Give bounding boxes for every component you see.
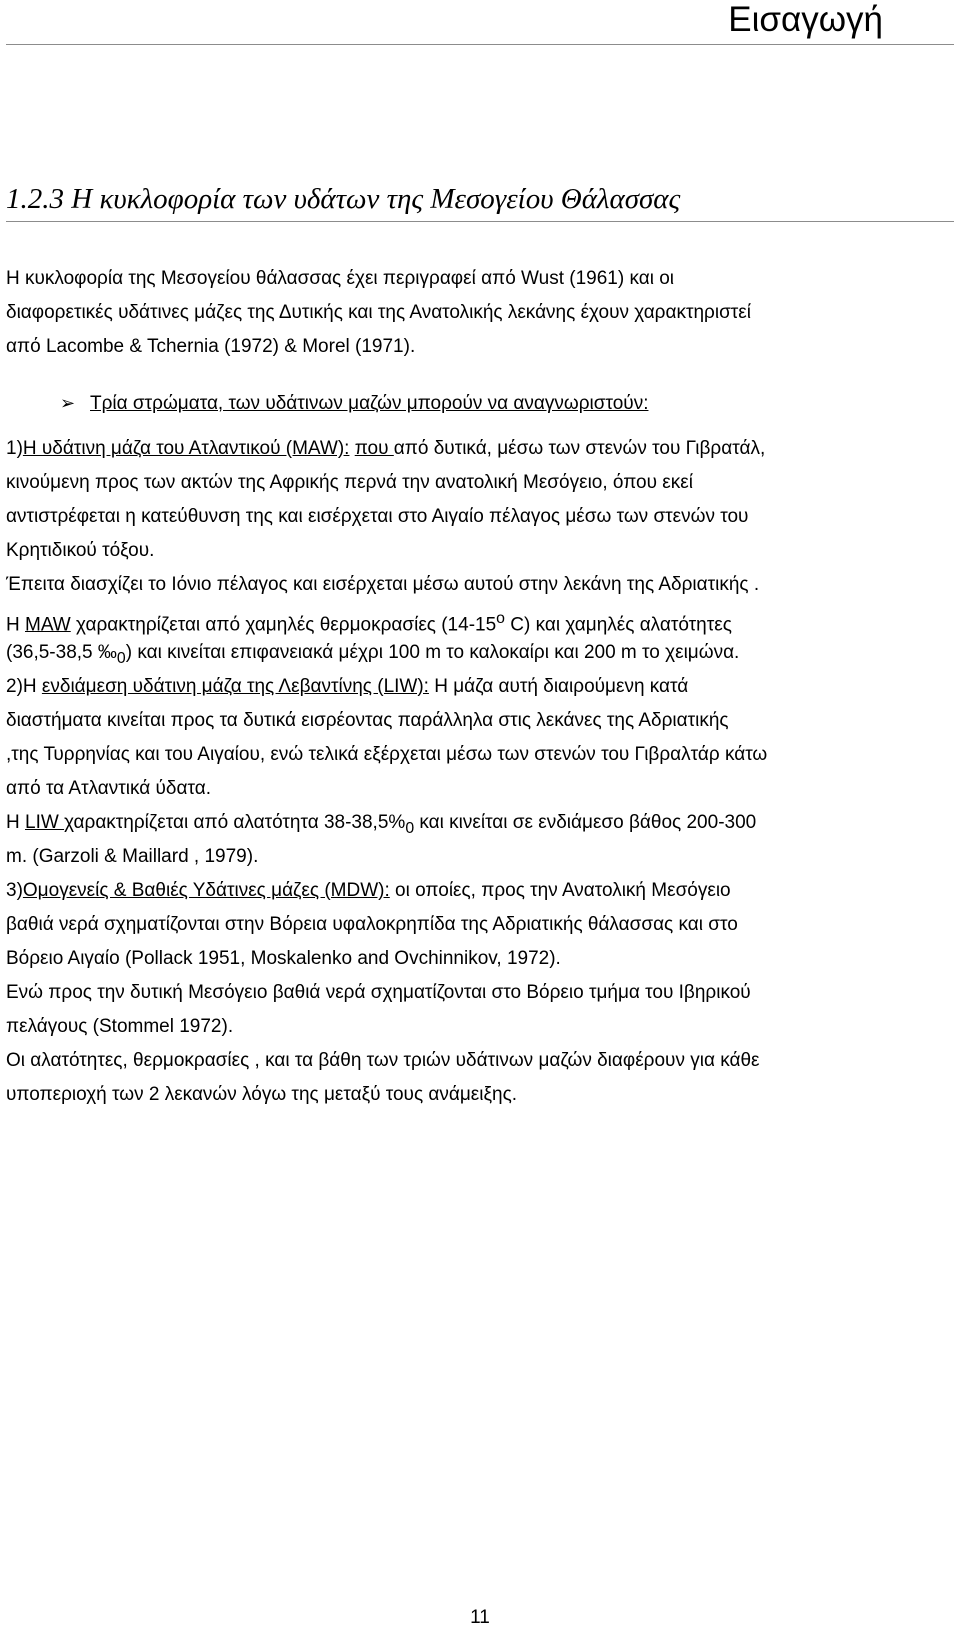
maw-line: αντιστρέφεται η κατεύθυνση της και εισέρχεται στο Αιγαίο πέλαγος μέσω των στενών του: [6, 506, 749, 527]
heading-underline: [6, 221, 954, 222]
mdw-line: υποπεριοχή των 2 λεκανών λόγω της μεταξύ τους ανάμειξης.: [6, 1084, 518, 1105]
liw-abbrev: LIW: [25, 812, 65, 833]
maw-line: Έπειτα διασχίζει το Ιόνιο πέλαγος και εισέρχεται μέσω αυτού στην λεκάνη της Αδριατικής .: [6, 574, 760, 595]
page-number: 11: [470, 1607, 490, 1628]
mdw-line: [6, 874, 956, 908]
section-heading: [6, 182, 680, 216]
running-header-title: Εισαγωγή: [728, 0, 883, 39]
maw-line1-rest: από δυτικά, μέσω των στενών του Γιβρατάλ,: [393, 438, 766, 459]
intro-paragraph: [6, 262, 956, 364]
maw-salinity-post: ) και κινείται επιφανειακά μέχρι 100 m το καλοκαίρι και 200 m το χειμώνα.: [125, 642, 740, 663]
intro-line: από Lacombe & Tchernia (1972) & Morel (1971).: [6, 336, 416, 357]
mdw-paragraph: [6, 874, 956, 1112]
liw-char-text: χαρακτηρίζεται από αλατότητα 38-38,5%: [64, 812, 406, 833]
liw-line: ,της Τυρρηνίας και του Αιγαίου, ενώ τελικά εξέρχεται μέσω των στενών του Γιβραλτάρ κάτω: [6, 744, 768, 765]
header-divider: [6, 44, 954, 45]
liw-paragraph: [6, 670, 956, 874]
maw-salinity: [6, 636, 956, 670]
mdw-line: Βόρειο Αιγαίο (Pollack 1951, Moskalenko and Ovchinnikov, 1972).: [6, 948, 561, 969]
maw-char-rest: C) και χαμηλές αλατότητες: [504, 614, 732, 636]
liw-char-rest: και κινείται σε ενδιάμεσο βάθος 200-300: [414, 812, 757, 833]
mdw-line1-rest: οι οποίες, προς την Ανατολική Μεσόγειο: [389, 880, 731, 901]
intro-line: διαφορετικές υδάτινες μάζες της Δυτικής και της Ανατολικής λεκάνης έχουν χαρακτηριστεί: [6, 302, 751, 323]
maw-prefix: 1): [6, 438, 23, 459]
liw-line1-rest: Η μάζα αυτή διαιρούμενη κατά: [428, 676, 689, 697]
liw-characteristics: [6, 806, 956, 840]
intro-line: Η κυκλοφορία της Μεσογείου θάλασσας έχει περιγραφεί από Wust (1961) και οι: [6, 268, 674, 289]
liw-line: από τα Ατλαντικά ύδατα.: [6, 778, 211, 799]
section-number: 1.2.3: [6, 183, 64, 215]
mdw-line: Οι αλατότητες, θερμοκρασίες , και τα βάθη των τριών υδάτινων μαζών διαφέρουν για κάθε: [6, 1050, 760, 1071]
mdw-line: πελάγους (Stommel 1972).: [6, 1016, 234, 1037]
bullet-text: Τρία στρώματα, των υδάτινων μαζών μπορούν να αναγνωριστούν:: [90, 393, 649, 414]
liw-prefix: 2)Η: [6, 676, 42, 697]
maw-abbrev: MAW: [25, 614, 71, 636]
maw-heading: Η υδάτινη μάζα του Ατλαντικού (MAW):: [22, 438, 350, 459]
liw-heading: ενδιάμεση υδάτινη μάζα της Λεβαντίνης (LIW):: [41, 676, 429, 697]
bullet-item: [60, 386, 648, 421]
mdw-heading: Ομογενείς & Βαθιές Υδάτινες μάζες (MDW):: [22, 880, 390, 901]
maw-characteristics: [6, 602, 956, 636]
salinity-subscript: 0: [405, 819, 415, 837]
maw-underlined-word: που: [354, 438, 394, 459]
liw-line: διαστήματα κινείται προς τα δυτικά εισρέοντας παράλληλα στις λεκάνες της Αδριατικής: [6, 710, 729, 731]
salinity-subscript: 0: [116, 649, 126, 667]
maw-line: Κρητιδικού τόξου.: [6, 540, 155, 561]
arrow-bullet-icon: ➢: [60, 393, 76, 413]
mdw-line: βαθιά νερά σχηματίζονται στην Βόρεια υφαλοκρηπίδα της Αδριατικής θάλασσας και στο: [6, 914, 738, 935]
section-title: Η κυκλοφορία των υδάτων της Μεσογείου Θάλασσας: [71, 183, 681, 215]
mdw-line: Ενώ προς την δυτική Μεσόγειο βαθιά νερά σχηματίζονται στο Βόρειο τμήμα του Ιβηρικού: [6, 982, 751, 1003]
liw-line: [6, 670, 956, 704]
maw-line: κινούμενη προς των ακτών της Αφρικής περνά την ανατολική Μεσόγειο, όπου εκεί: [6, 472, 693, 493]
liw-char-prefix: Η: [6, 812, 25, 833]
maw-line: [6, 432, 956, 466]
mdw-prefix: 3): [6, 880, 23, 901]
maw-char-prefix: Η: [6, 614, 25, 636]
maw-salinity-pre: (36,5-38,5 ‰: [6, 642, 117, 663]
maw-char-text: χαρακτηρίζεται από χαμηλές θερμοκρασίες (14-15: [70, 614, 497, 636]
degree-mark: ο: [496, 610, 505, 627]
liw-line: m. (Garzoli & Maillard , 1979).: [6, 846, 259, 867]
maw-paragraph: [6, 432, 956, 670]
